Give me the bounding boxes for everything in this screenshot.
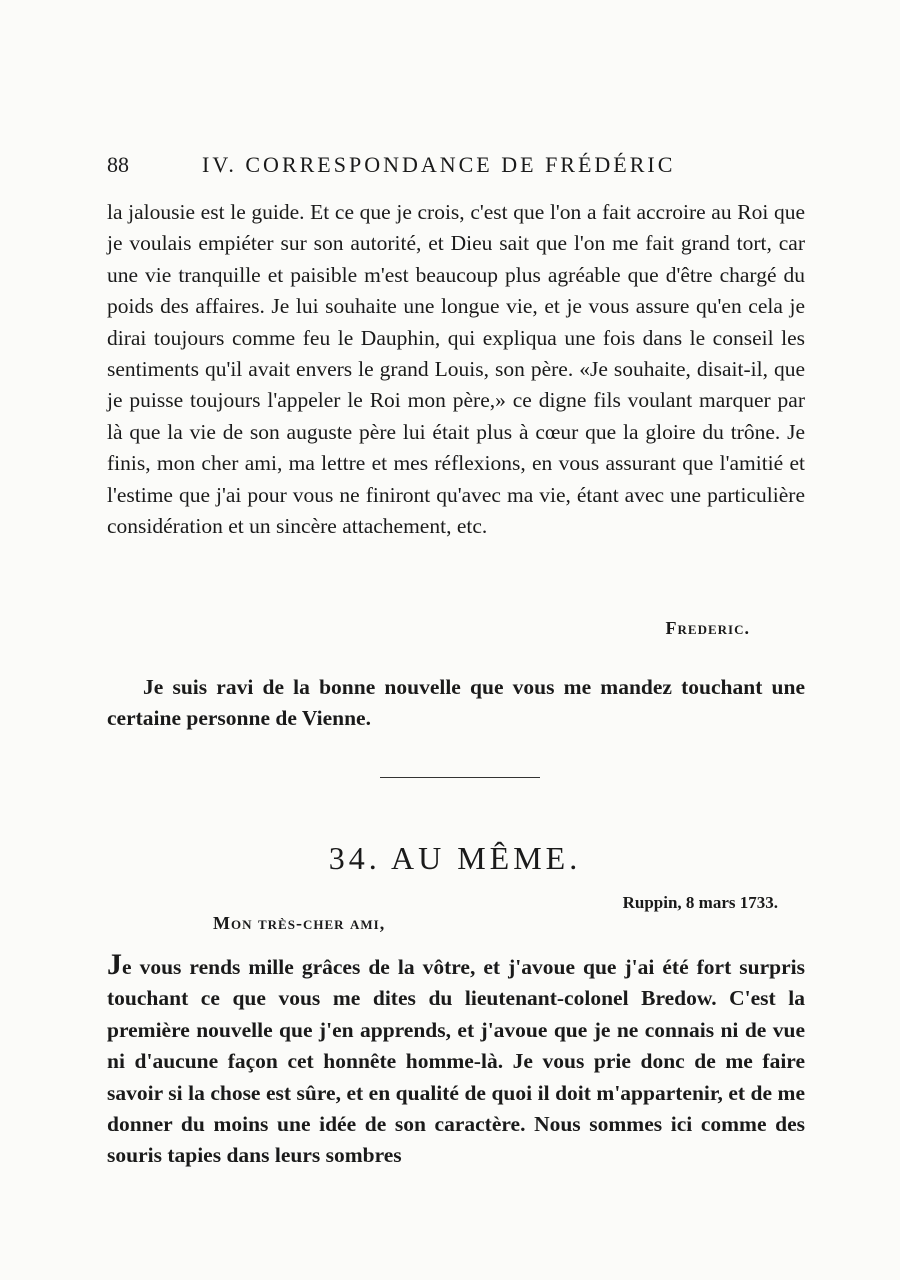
postscript-paragraph: Je suis ravi de la bonne nouvelle que vous me mandez touchant une certaine personne de Vienne. [107, 675, 805, 731]
letter-34-place-date: Ruppin, 8 mars 1733. [622, 893, 778, 912]
running-header [107, 152, 807, 184]
letter-34-title: 34. AU MÊME. [328, 840, 582, 876]
letter-33-body [107, 197, 805, 542]
drop-cap: J [107, 948, 122, 981]
running-title: IV. CORRESPONDANCE DE FRÉDÉRIC [202, 152, 676, 177]
letter-34-salutation: Mon très-cher ami, [213, 913, 386, 933]
letter-33-signature: Frederic. [665, 618, 750, 638]
section-divider [380, 777, 540, 778]
letter-34-body [107, 948, 805, 1172]
letter-33-postscript [107, 672, 805, 735]
page-number: 88 [107, 152, 129, 177]
letter-33-paragraph: la jalousie est le guide. Et ce que je crois, c'est que l'on a fait accroire au Roi que je voulais empiéter sur son autorité, et Dieu sait que l'on me fait grand tort, car une vie tranquille et paisible m'est beaucoup plus agréable que d'être chargé du poids des affaires. Je lui souhaite une longue vie, et je vous assure qu'en cela je dirai toujours comme feu le Dauphin, qui expliqua une fois dans le conseil les sentiments qu'il avait envers le grand Louis, son père. «Je souhaite, disait-il, que je puisse toujours l'appeler le Roi mon père,» ce digne fils voulant marquer par là que la vie de son auguste père lui était plus à cœur que la gloire du trône. Je finis, mon cher ami, ma lettre et mes réflexions, en vous assurant que l'amitié et l'estime que j'ai pour vous ne finiront qu'avec ma vie, étant avec une particulière considération et un sincère attachement, etc. [107, 200, 805, 539]
letter-34-text: e vous rends mille grâces de la vôtre, et j'avoue que j'ai été fort surpris touchant ce que vous me dites du lieutenant-colonel Bredow. C'est la première nouvelle que j'en apprends, et j'avoue que je ne connais ni de vue ni d'aucune façon cet honnête homme-là. Je vous prie donc de me faire savoir si la chose est sûre, et en qualité de quoi il doit m'appartenir, et de me donner du moins une idée de son caractère. Nous sommes ici comme des souris tapies dans leurs sombres [107, 955, 805, 1168]
letter-34-paragraph [107, 948, 805, 1172]
